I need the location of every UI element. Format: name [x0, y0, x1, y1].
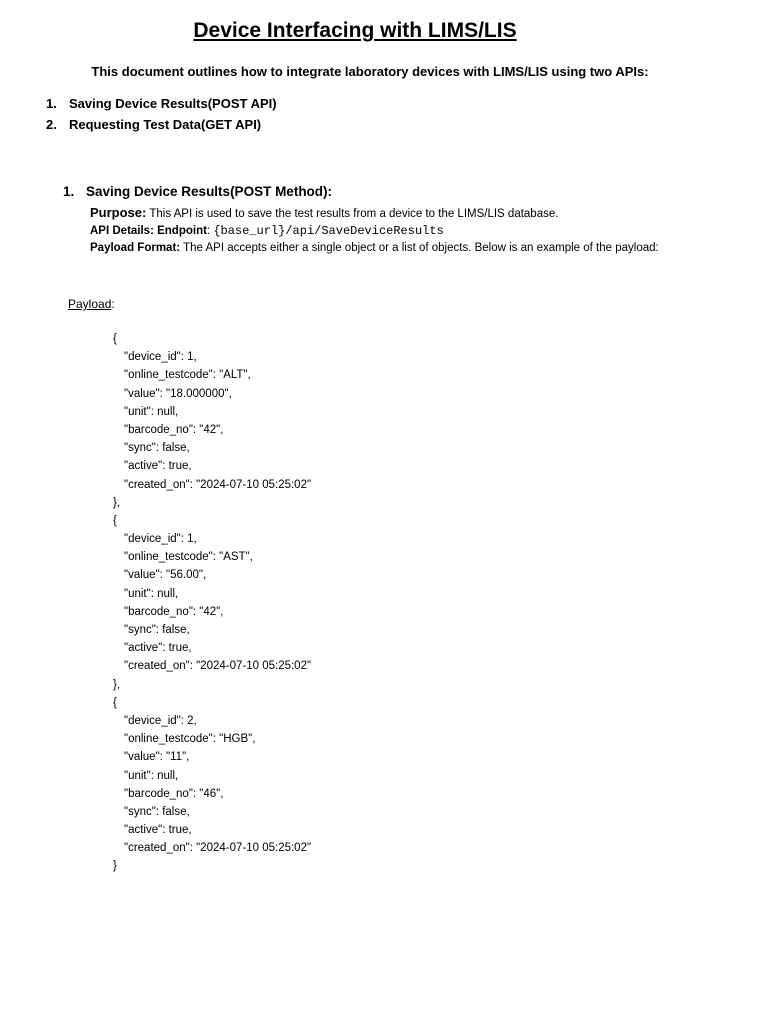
code-field-line: "device_id": 2, [124, 714, 197, 727]
code-field-line: "created_on": "2024-07-10 05:25:02" [124, 478, 312, 491]
code-brace: }, [113, 496, 121, 509]
list-number: 1. [46, 96, 57, 111]
code-field-line: "unit": null, [124, 769, 179, 782]
section-heading [63, 184, 332, 199]
purpose-label: Purpose: [90, 205, 147, 220]
api-details-line [90, 224, 444, 238]
code-field-line: "sync": false, [124, 624, 190, 636]
payload-format-line [90, 242, 659, 254]
endpoint-path: {base_url}/api/SaveDeviceResults [213, 224, 444, 238]
code-brace: }, [113, 678, 121, 691]
code-field-line: "active": true, [124, 642, 192, 655]
api-list-item-2 [46, 117, 261, 132]
code-field-line: "created_on": "2024-07-10 05:25:02" [124, 660, 312, 673]
code-field-line: "device_id": 1, [124, 533, 197, 546]
code-field-line: "online_testcode": "AST", [124, 551, 253, 564]
code-field-line: "unit": null, [124, 587, 179, 600]
code-field-line: "barcode_no": "46", [124, 787, 224, 800]
code-field-line: "unit": null, [124, 405, 179, 418]
payload-format-text: The API accepts either a single object or a list of objects. Below is an example of the payload: [183, 242, 659, 254]
code-field-line: "online_testcode": "HGB", [124, 733, 256, 746]
document-title: Device Interfacing with LIMS/LIS [193, 19, 517, 42]
code-brace: { [113, 514, 117, 527]
intro-text: This document outlines how to integrate laboratory devices with LIMS/LIS using two APIs: [91, 64, 649, 79]
list-label: Requesting Test Data(GET API) [69, 117, 262, 132]
api-list-item-1 [46, 96, 277, 111]
code-brace: { [113, 696, 117, 709]
code-field-line: "sync": false, [124, 442, 190, 455]
code-field-line: "value": "11", [124, 751, 190, 764]
section-title: Saving Device Results(POST Method): [86, 184, 333, 199]
list-number: 2. [46, 117, 57, 132]
payload-format-label: Payload Format: [90, 242, 181, 254]
payload-heading [68, 297, 115, 311]
purpose-text: This API is used to save the test results from a device to the LIMS/LIS database. [149, 208, 559, 220]
api-details-colon: : [206, 225, 211, 237]
code-field-line: "device_id": 1, [124, 351, 197, 364]
payload-code-block [113, 330, 311, 876]
code-field-line: "active": true, [124, 824, 192, 837]
code-field-line: "online_testcode": "ALT", [124, 369, 251, 382]
code-field-line: "barcode_no": "42", [124, 423, 224, 436]
code-brace: } [113, 860, 117, 873]
code-field-line: "sync": false, [124, 805, 190, 818]
code-field-line: "active": true, [124, 460, 192, 473]
code-brace: { [113, 333, 117, 345]
list-label: Saving Device Results(POST API) [69, 96, 277, 111]
purpose-line [90, 205, 558, 220]
code-field-line: "value": "18.000000", [124, 387, 232, 400]
payload-label: Payload [68, 297, 112, 311]
code-field-line: "value": "56.00", [124, 569, 207, 582]
section-number: 1. [63, 184, 75, 199]
code-field-line: "created_on": "2024-07-10 05:25:02" [124, 842, 312, 855]
code-field-line: "barcode_no": "42", [124, 605, 224, 618]
api-details-label: API Details: Endpoint [90, 225, 207, 237]
payload-colon: : [111, 297, 115, 311]
